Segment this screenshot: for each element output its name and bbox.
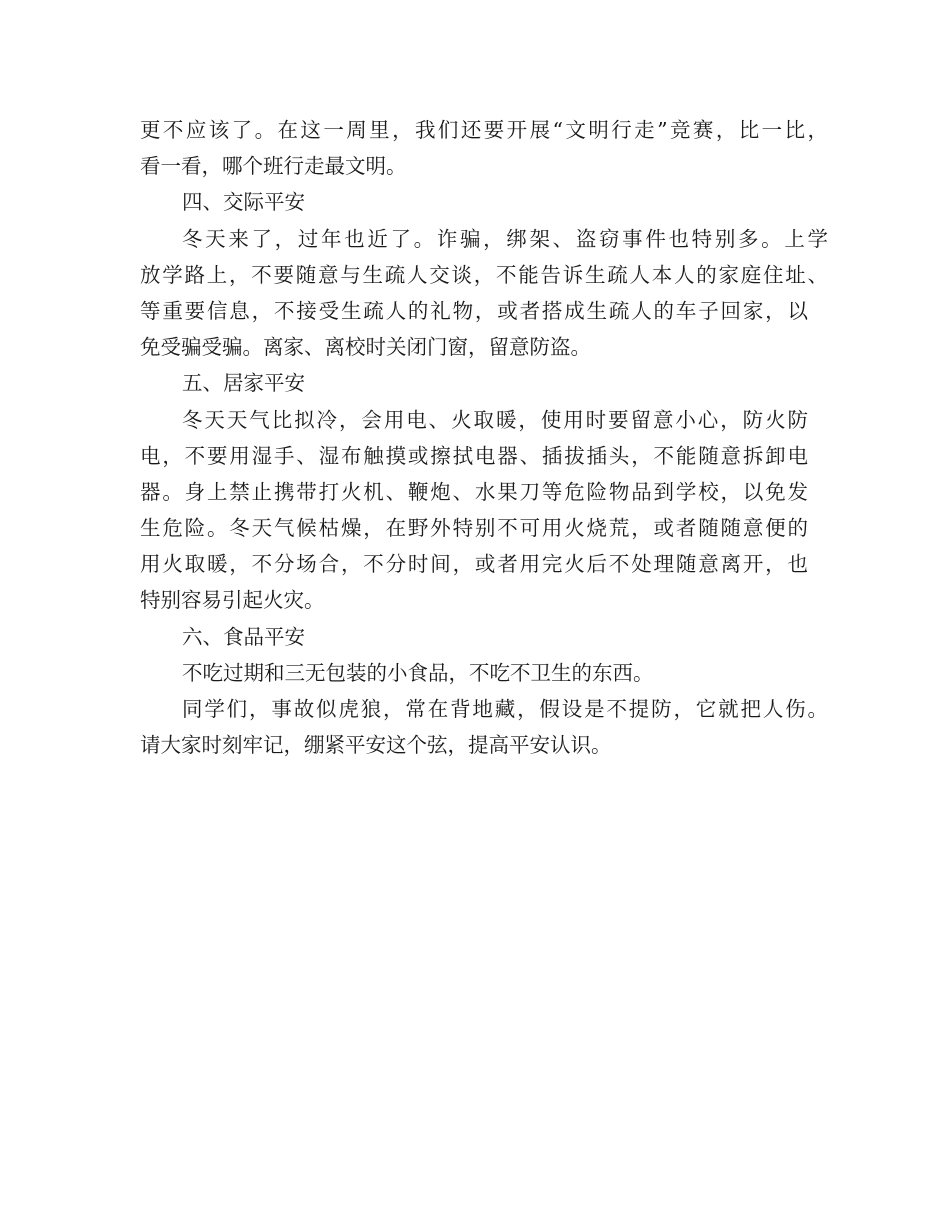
- text-line: 不吃过期和三无包装的小食品，不吃不卫生的东西。: [182, 660, 654, 685]
- text-line: 放学路上，不要随意与生疏人交谈，不能告诉生疏人本人的家庭住址、: [140, 262, 828, 287]
- text-line: 生危险。冬天气候枯燥，在野外特别不可用火烧荒，或者随随意便的: [140, 516, 808, 541]
- text-line: 看一看，哪个班行走最文明。: [140, 154, 407, 179]
- section-heading: 四、交际平安: [182, 190, 305, 215]
- text-line: 冬天天气比拟冷，会用电、火取暖，使用时要留意小心，防火防: [182, 407, 808, 432]
- text-line: 用火取暖，不分场合，不分时间，或者用完火后不处理随意离开，也: [140, 552, 808, 577]
- text-line: 同学们，事故似虎狼，常在背地藏，假设是不提防，它就把人伤。: [182, 697, 828, 721]
- section-heading: 六、食品平安: [182, 624, 305, 649]
- document-body: [140, 112, 840, 763]
- text-line: 免受骗受骗。离家、离校时关闭门窗，留意防盗。: [140, 335, 591, 360]
- text-line: 特别容易引起火灾。: [140, 588, 325, 613]
- text-line: 器。身上禁止携带打火机、鞭炮、水果刀等危险物品到学校，以免发: [140, 479, 808, 504]
- section-heading: 五、居家平安: [182, 371, 305, 396]
- text-line: 等重要信息，不接受生疏人的礼物，或者搭成生疏人的车子回家，以: [140, 298, 808, 323]
- text-line: 冬天来了，过年也近了。诈骗，绑架、盗窃事件也特别多。上学: [182, 226, 828, 251]
- text-line: 更不应该了。在这一周里，我们还要开展“文明行走”竞赛，比一比，: [140, 118, 828, 142]
- text-line: 电，不要用湿手、湿布触摸或擦拭电器、插拔插头，不能随意拆卸电: [140, 443, 808, 468]
- text-line: 请大家时刻牢记，绷紧平安这个弦，提高平安认识。: [140, 733, 612, 758]
